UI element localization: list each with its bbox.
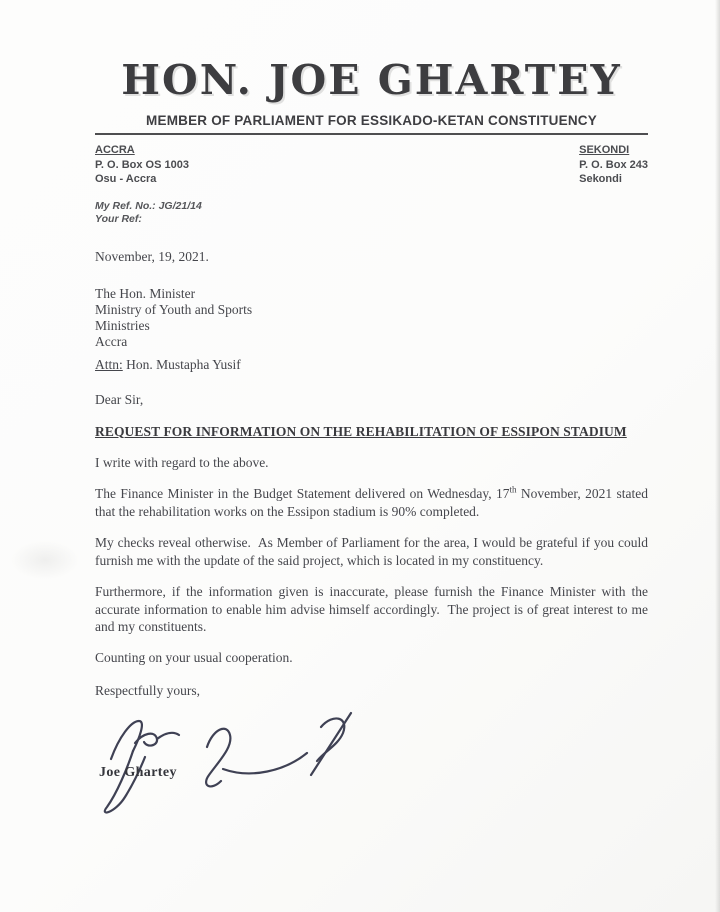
contact-accra: [95, 143, 189, 187]
my-ref: My Ref. No.: JG/21/14: [95, 199, 202, 212]
letterhead-rule: [95, 133, 648, 135]
signature-block: [95, 707, 648, 817]
subject-line: REQUEST FOR INFORMATION ON THE REHABILITATION OF ESSIPON STADIUM: [95, 423, 627, 439]
paragraph-furthermore: Furthermore, if the information given is inaccurate, please furnish the Finance Minister with the accurate information to enable him advise himself accordingly. The project is of great interest to me and my constituents.: [95, 584, 652, 634]
contact-sekondi: [579, 143, 648, 187]
salutation: Dear Sir,: [95, 391, 144, 407]
closing-line: Counting on your usual cooperation.: [95, 649, 293, 665]
attention-line: [95, 357, 648, 373]
signatory-name: Joe Ghartey: [99, 764, 177, 780]
contact-sekondi-city: SEKONDI: [579, 144, 630, 156]
contact-block: [95, 143, 648, 187]
recipient-line: Accra: [95, 333, 128, 349]
recipient-line: Ministries: [95, 317, 150, 333]
contact-accra-line1: P. O. Box OS 1003: [95, 158, 189, 171]
contact-sekondi-line1: P. O. Box 243: [579, 158, 648, 171]
valediction: Respectfully yours,: [95, 682, 200, 698]
contact-accra-line2: Osu - Accra: [95, 173, 157, 185]
scan-smudge-artifact: [10, 540, 80, 580]
paragraph-budget-pre: The Finance Minister in the Budget Statement delivered on Wednesday, 17: [95, 486, 510, 501]
letter-content: [95, 0, 652, 817]
paragraph-budget-post: November, 2021 stated that the rehabilitation works on the Essipon stadium is 90% completed.: [95, 486, 652, 519]
your-ref: Your Ref:: [95, 212, 142, 225]
contact-sekondi-line2: Sekondi: [579, 173, 622, 185]
paragraph-budget-statement: [95, 484, 652, 520]
reference-block: [95, 200, 648, 226]
letterhead-name: HON. JOE GHARTEY: [121, 56, 622, 104]
attention-name: Hon. Mustapha Yusif: [122, 356, 241, 372]
ordinal-suffix: th: [509, 484, 517, 495]
recipient-line: Ministry of Youth and Sports: [95, 301, 253, 317]
paragraph-checks: My checks reveal otherwise. As Member of Parliament for the area, I would be grateful if you could furnish me with the update of the said project, which is located in my constituency.: [95, 535, 652, 568]
letterhead-subtitle: MEMBER OF PARLIAMENT FOR ESSIKADO-KETAN CONSTITUENCY: [146, 113, 597, 128]
handwritten-signature-icon: [89, 709, 389, 819]
attention-label: Attn:: [95, 356, 123, 372]
contact-accra-city: ACCRA: [95, 144, 135, 156]
letter-date: November, 19, 2021.: [95, 248, 209, 264]
recipient-block: [95, 286, 648, 350]
paragraph-intro: I write with regard to the above.: [95, 454, 269, 470]
recipient-line: The Hon. Minister: [95, 285, 196, 301]
